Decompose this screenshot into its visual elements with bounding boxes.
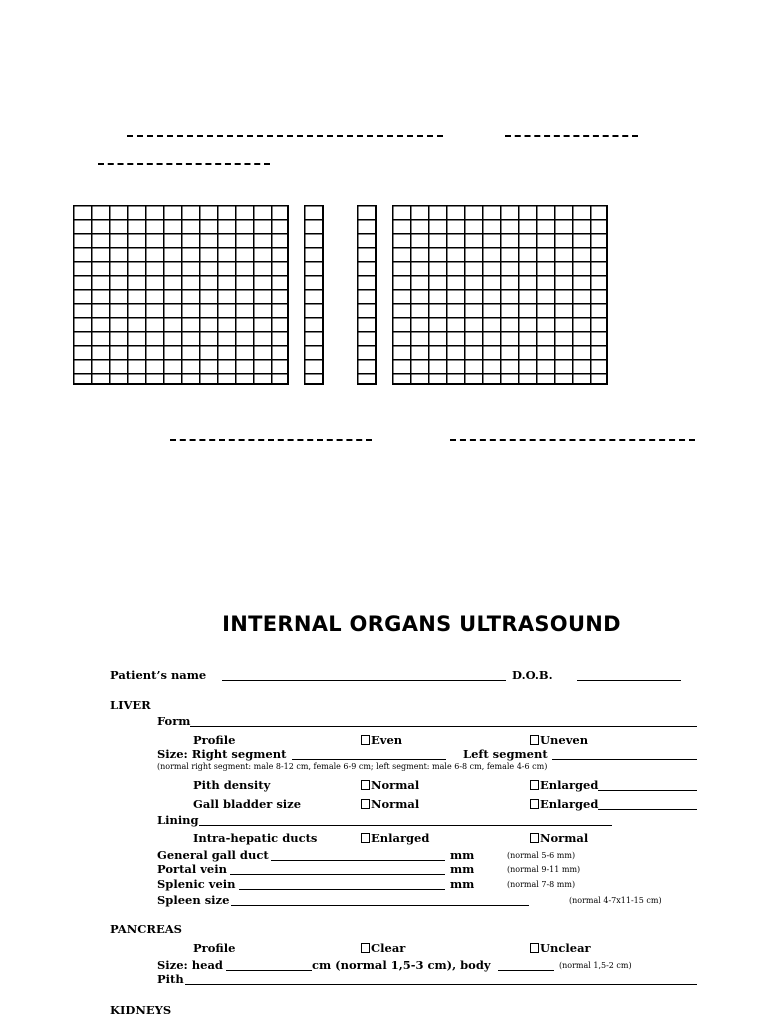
- liver-ducts-label: Intra-hepatic ducts: [193, 831, 318, 845]
- liver-form-label: Form: [157, 714, 191, 728]
- pancreas-profile-label: Profile: [193, 941, 236, 955]
- liver-splenic-unit: mm: [450, 877, 475, 891]
- liver-pith-normal[interactable]: Normal: [361, 778, 419, 792]
- liver-portal-label: Portal vein: [157, 862, 227, 876]
- liver-pith-label: Pith density: [193, 778, 271, 792]
- liver-profile-label: Profile: [193, 733, 236, 747]
- liver-duct-label: General gall duct: [157, 848, 269, 862]
- liver-portal-note: (normal 9-11 mm): [507, 865, 581, 874]
- liver-profile-uneven[interactable]: Uneven: [530, 733, 588, 747]
- liver-splenic-note: (normal 7-8 mm): [507, 880, 576, 889]
- checkbox-icon[interactable]: [530, 780, 539, 790]
- checkbox-icon[interactable]: [530, 943, 539, 953]
- patient-name-label: Patient’s name: [110, 668, 207, 682]
- liver-portal-field[interactable]: [230, 874, 445, 875]
- pancreas-pith-field[interactable]: [185, 984, 697, 985]
- pancreas-size-mid: cm (normal 1,5-3 cm), body: [312, 958, 491, 972]
- checkbox-icon[interactable]: [530, 833, 539, 843]
- liver-gall-field[interactable]: [598, 809, 697, 810]
- liver-duct-note: (normal 5-6 mm): [507, 851, 576, 860]
- header-dash-line-3: [98, 163, 270, 165]
- liver-form-field[interactable]: [190, 726, 697, 727]
- liver-right-segment-field[interactable]: [292, 759, 446, 760]
- section-liver: LIVER: [110, 698, 151, 712]
- page-title: INTERNAL ORGANS ULTRASOUND: [222, 612, 621, 636]
- liver-lining-label: Lining: [157, 813, 199, 827]
- liver-gall-label: Gall bladder size: [193, 797, 302, 811]
- dob-field[interactable]: [577, 680, 681, 681]
- entry-grid-1: [73, 205, 289, 385]
- liver-duct-unit: mm: [450, 848, 475, 862]
- checkbox-icon[interactable]: [361, 780, 370, 790]
- pancreas-profile-unclear[interactable]: Unclear: [530, 941, 591, 955]
- liver-gall-normal[interactable]: Normal: [361, 797, 419, 811]
- dob-label: D.O.B.: [512, 668, 553, 682]
- liver-ducts-normal[interactable]: Normal: [530, 831, 588, 845]
- signature-dash-line-1: [170, 439, 372, 441]
- liver-portal-unit: mm: [450, 862, 475, 876]
- liver-duct-field[interactable]: [271, 860, 445, 861]
- checkbox-icon[interactable]: [361, 833, 370, 843]
- checkbox-icon[interactable]: [361, 799, 370, 809]
- liver-spleen-note: (normal 4-7x11-15 cm): [569, 896, 662, 905]
- pancreas-profile-clear[interactable]: Clear: [361, 941, 405, 955]
- pancreas-body-field[interactable]: [498, 970, 554, 971]
- signature-dash-line-2: [450, 439, 695, 441]
- pancreas-size-note: (normal 1,5-2 cm): [559, 961, 632, 970]
- pancreas-size-label: Size: head: [157, 958, 223, 972]
- entry-grid-4: [392, 205, 608, 385]
- section-pancreas: PANCREAS: [110, 922, 182, 936]
- liver-profile-even[interactable]: Even: [361, 733, 402, 747]
- checkbox-icon[interactable]: [530, 799, 539, 809]
- checkbox-icon[interactable]: [361, 943, 370, 953]
- liver-size-label: Size: Right segment: [157, 747, 287, 761]
- patient-name-field[interactable]: [222, 680, 506, 681]
- liver-left-segment-label: Left segment: [463, 747, 548, 761]
- liver-pith-enlarged[interactable]: Enlarged: [530, 778, 598, 792]
- checkbox-icon[interactable]: [530, 735, 539, 745]
- liver-splenic-label: Splenic vein: [157, 877, 236, 891]
- liver-lining-field[interactable]: [199, 825, 612, 826]
- liver-spleen-label: Spleen size: [157, 893, 230, 907]
- header-dash-line-2: [505, 135, 638, 137]
- entry-grid-2: [304, 205, 324, 385]
- liver-gall-enlarged[interactable]: Enlarged: [530, 797, 598, 811]
- checkbox-icon[interactable]: [361, 735, 370, 745]
- pancreas-head-field[interactable]: [226, 970, 312, 971]
- pancreas-pith-label: Pith: [157, 972, 184, 986]
- liver-size-note: (normal right segment: male 8-12 cm, female 6-9 cm; left segment: male 6-8 cm, female 4-6 cm): [157, 762, 548, 771]
- liver-pith-field[interactable]: [598, 790, 697, 791]
- liver-left-segment-field[interactable]: [552, 759, 697, 760]
- header-dash-line-1: [127, 135, 443, 137]
- liver-splenic-field[interactable]: [239, 889, 445, 890]
- liver-spleen-field[interactable]: [231, 905, 529, 906]
- section-kidneys: KIDNEYS: [110, 1003, 172, 1017]
- liver-ducts-enlarged[interactable]: Enlarged: [361, 831, 429, 845]
- entry-grid-3: [357, 205, 377, 385]
